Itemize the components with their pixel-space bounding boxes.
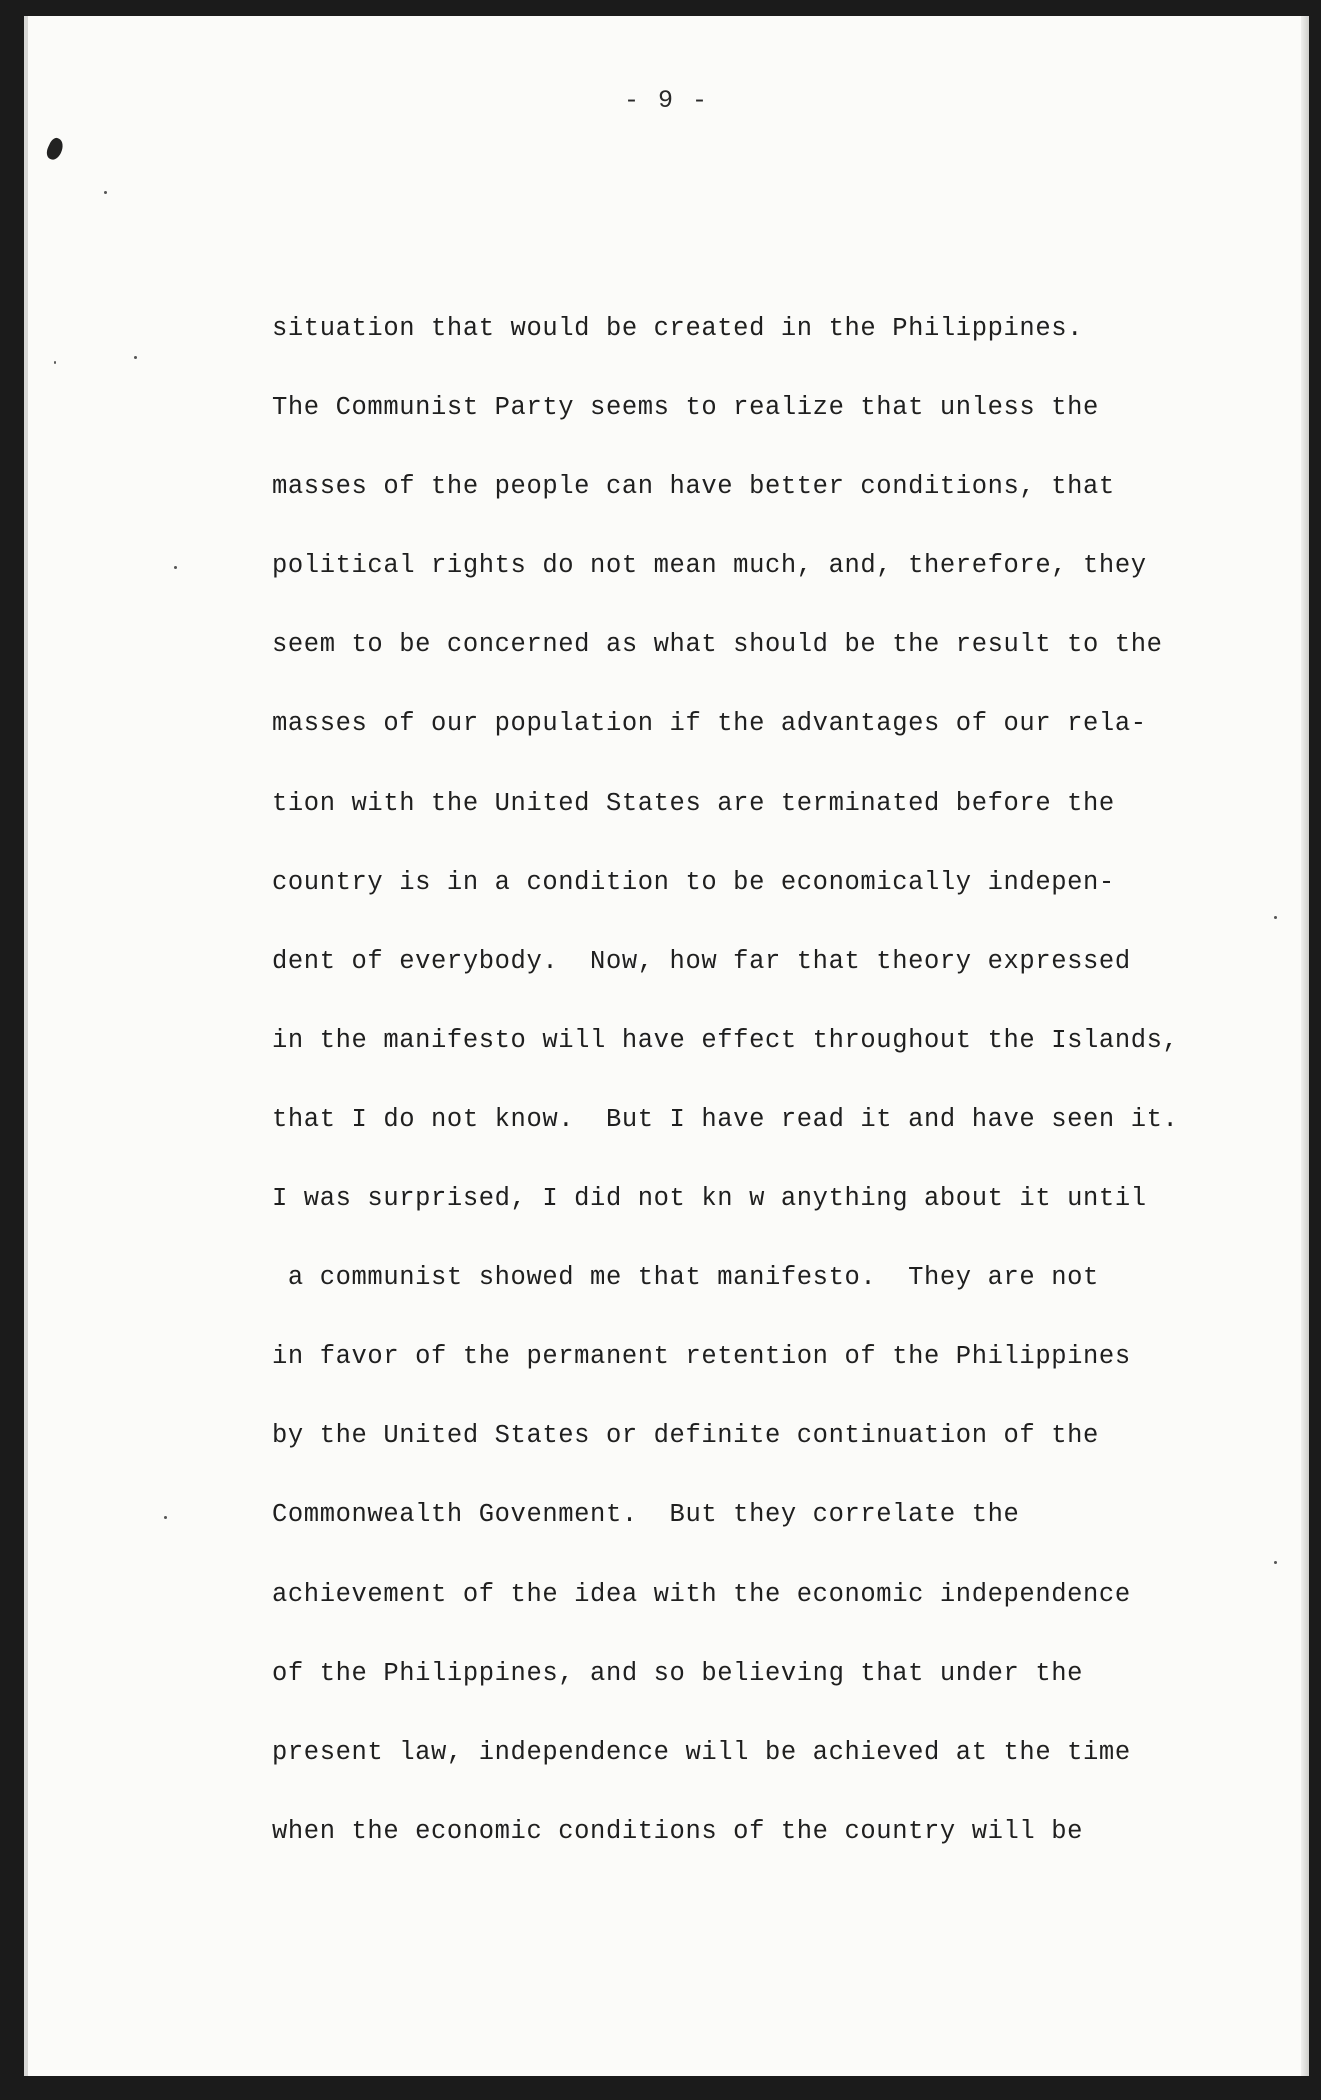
text-line: situation that would be created in the Philippines. [272,314,1084,343]
text-line: masses of our population if the advantages of our rela- [272,709,1147,739]
text-line: in favor of the permanent retention of the Philippines [272,1342,1131,1372]
text-line: that I do not know. But I have read it and have seen it. [272,1104,1179,1134]
text-line: I was surprised, I did not kn w anything about it until [272,1184,1147,1214]
page-number: - 9 - [623,86,709,115]
paper-speck [54,361,56,364]
text-line: in the manifesto will have effect throughout the Islands, [272,1025,1179,1055]
body-text [272,309,1232,1891]
text-line: Commonwealth Govenment. But they correlate the [272,1500,1020,1530]
text-line: dent of everybody. Now, how far that theory expressed [272,946,1131,976]
paper-speck [1274,1561,1277,1564]
paper-speck [104,191,107,194]
page-right-edge [1301,16,1309,2076]
text-line: tion with the United States are terminated before the [272,788,1115,818]
document-page [24,16,1309,2076]
ink-blot-mark [44,136,66,162]
text-line: seem to be concerned as what should be the result to the [272,630,1163,660]
paper-speck [134,356,137,359]
text-line: when the economic conditions of the country will be [272,1816,1084,1846]
text-line: of the Philippines, and so believing that under the [272,1658,1084,1688]
text-line: political rights do not mean much, and, therefore, they [272,551,1147,581]
paper-speck [1274,916,1277,919]
page-left-shadow [24,16,28,2076]
paper-speck [164,1516,167,1519]
text-line: by the United States or definite continuation of the [272,1421,1099,1451]
text-line: achievement of the idea with the economic independence [272,1579,1131,1609]
text-line: present law, independence will be achieved at the time [272,1737,1131,1767]
text-line: a communist showed me that manifesto. They are not [272,1263,1099,1293]
paper-speck [174,566,177,569]
text-line: masses of the people can have better conditions, that [272,472,1115,502]
text-line: country is in a condition to be economically indepen- [272,867,1115,897]
text-line: The Communist Party seems to realize that unless the [272,393,1099,423]
